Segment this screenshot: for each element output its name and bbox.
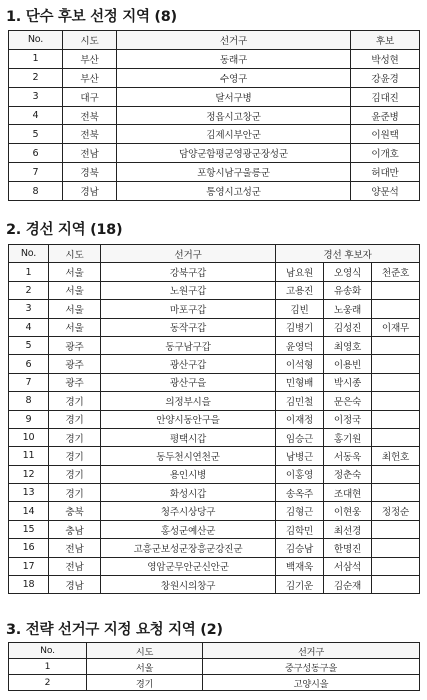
- province-cell: 경북: [63, 163, 117, 182]
- table-row: [9, 300, 420, 318]
- candidate-3-cell: [372, 520, 420, 538]
- candidate-3-cell: [372, 392, 420, 410]
- candidate-3-cell: [372, 373, 420, 391]
- candidate-2-cell: 유송화: [324, 281, 372, 299]
- row-number: 4: [9, 318, 49, 336]
- primary-race-table: [8, 244, 420, 594]
- province-cell: 충북: [49, 502, 101, 520]
- table-row: [9, 484, 420, 502]
- district-cell: 광산구을: [101, 373, 276, 391]
- district-cell: 달서구병: [117, 87, 351, 106]
- district-cell: 홍성군예산군: [101, 520, 276, 538]
- district-cell: 화성시갑: [101, 484, 276, 502]
- district-cell: 용인시병: [101, 465, 276, 483]
- strategic-district-rows: [9, 659, 420, 691]
- candidate-cell: 김대진: [351, 87, 420, 106]
- candidate-2-cell: 조대현: [324, 484, 372, 502]
- table-row: [9, 182, 420, 201]
- table-row: [9, 428, 420, 446]
- candidate-1-cell: 김병기: [276, 318, 324, 336]
- province-cell: 대구: [63, 87, 117, 106]
- table-row: [9, 318, 420, 336]
- table-row: [9, 263, 420, 281]
- candidate-3-cell: [372, 557, 420, 575]
- district-cell: 중구성동구을: [203, 659, 420, 675]
- row-number: 4: [9, 106, 63, 125]
- candidate-2-cell: 한명진: [324, 539, 372, 557]
- candidate-cell: 박성현: [351, 49, 420, 68]
- candidate-2-cell: 노웅래: [324, 300, 372, 318]
- table-row: [9, 373, 420, 391]
- row-number: 15: [9, 520, 49, 538]
- province-cell: 서울: [49, 281, 101, 299]
- table-header-row: [9, 245, 420, 263]
- province-cell: 경기: [49, 447, 101, 465]
- candidate-3-cell: 최헌호: [372, 447, 420, 465]
- row-number: 16: [9, 539, 49, 557]
- row-number: 1: [9, 49, 63, 68]
- primary-race-rows: [9, 263, 420, 594]
- candidate-1-cell: 김빈: [276, 300, 324, 318]
- header-district: 선거구: [101, 245, 276, 263]
- candidate-1-cell: 민형배: [276, 373, 324, 391]
- candidate-2-cell: 최영호: [324, 336, 372, 354]
- row-number: 7: [9, 163, 63, 182]
- header-province: 시도: [63, 31, 117, 50]
- province-cell: 전북: [63, 125, 117, 144]
- district-cell: 수영구: [117, 68, 351, 87]
- strategic-district-table: [8, 642, 420, 691]
- candidate-2-cell: 이현웅: [324, 502, 372, 520]
- table-row: [9, 539, 420, 557]
- candidate-3-cell: [372, 539, 420, 557]
- section-3-title: 3. 전략 선거구 지정 요청 지역 (2): [6, 622, 223, 638]
- district-cell: 김제시부안군: [117, 125, 351, 144]
- table-row: [9, 336, 420, 354]
- candidate-1-cell: 김형근: [276, 502, 324, 520]
- header-district: 선거구: [117, 31, 351, 50]
- candidate-1-cell: 이홍영: [276, 465, 324, 483]
- province-cell: 경기: [49, 484, 101, 502]
- province-cell: 경기: [87, 675, 203, 691]
- candidate-cell: 윤준병: [351, 106, 420, 125]
- candidate-1-cell: 김민철: [276, 392, 324, 410]
- candidate-2-cell: 서동욱: [324, 447, 372, 465]
- province-cell: 경기: [49, 392, 101, 410]
- table-row: [9, 392, 420, 410]
- province-cell: 서울: [49, 263, 101, 281]
- candidate-2-cell: 정춘숙: [324, 465, 372, 483]
- candidate-2-cell: 서삼석: [324, 557, 372, 575]
- province-cell: 광주: [49, 355, 101, 373]
- table-row: [9, 465, 420, 483]
- candidate-1-cell: 송옥주: [276, 484, 324, 502]
- row-number: 14: [9, 502, 49, 520]
- table-row: [9, 87, 420, 106]
- district-cell: 정읍시고창군: [117, 106, 351, 125]
- province-cell: 부산: [63, 49, 117, 68]
- header-candidate: 후보: [351, 31, 420, 50]
- table-row: [9, 410, 420, 428]
- district-cell: 동구남구갑: [101, 336, 276, 354]
- province-cell: 광주: [49, 336, 101, 354]
- table-header-row: [9, 31, 420, 50]
- row-number: 8: [9, 392, 49, 410]
- table-row: [9, 281, 420, 299]
- candidate-3-cell: [372, 336, 420, 354]
- table-header-row: [9, 643, 420, 659]
- row-number: 8: [9, 182, 63, 201]
- candidate-1-cell: 김기운: [276, 576, 324, 594]
- district-cell: 안양시동안구을: [101, 410, 276, 428]
- province-cell: 경남: [49, 576, 101, 594]
- district-cell: 고양시을: [203, 675, 420, 691]
- header-province: 시도: [87, 643, 203, 659]
- row-number: 3: [9, 300, 49, 318]
- table-row: [9, 163, 420, 182]
- candidate-3-cell: [372, 410, 420, 428]
- candidate-2-cell: 김순재: [324, 576, 372, 594]
- row-number: 6: [9, 144, 63, 163]
- candidate-3-cell: [372, 300, 420, 318]
- candidate-1-cell: 남요원: [276, 263, 324, 281]
- single-candidate-table: [8, 30, 420, 201]
- row-number: 11: [9, 447, 49, 465]
- candidate-2-cell: 오영식: [324, 263, 372, 281]
- table-row: [9, 106, 420, 125]
- province-cell: 경기: [49, 465, 101, 483]
- table-row: [9, 576, 420, 594]
- header-district: 선거구: [203, 643, 420, 659]
- row-number: 18: [9, 576, 49, 594]
- row-number: 10: [9, 428, 49, 446]
- table-row: [9, 557, 420, 575]
- table-row: [9, 520, 420, 538]
- province-cell: 경기: [49, 410, 101, 428]
- district-cell: 동두천시연천군: [101, 447, 276, 465]
- candidate-1-cell: 김학민: [276, 520, 324, 538]
- district-cell: 포항시남구울릉군: [117, 163, 351, 182]
- province-cell: 전북: [63, 106, 117, 125]
- candidate-3-cell: [372, 355, 420, 373]
- header-no: No.: [9, 643, 87, 659]
- candidate-1-cell: 백재욱: [276, 557, 324, 575]
- candidate-cell: 이원택: [351, 125, 420, 144]
- province-cell: 전남: [49, 539, 101, 557]
- candidate-1-cell: 이재정: [276, 410, 324, 428]
- candidate-3-cell: [372, 428, 420, 446]
- candidate-1-cell: 남병근: [276, 447, 324, 465]
- candidate-2-cell: 최선경: [324, 520, 372, 538]
- candidate-2-cell: 문은숙: [324, 392, 372, 410]
- row-number: 13: [9, 484, 49, 502]
- table-row: [9, 447, 420, 465]
- row-number: 2: [9, 675, 87, 691]
- row-number: 9: [9, 410, 49, 428]
- province-cell: 경남: [63, 182, 117, 201]
- row-number: 3: [9, 87, 63, 106]
- province-cell: 경기: [49, 428, 101, 446]
- province-cell: 서울: [49, 318, 101, 336]
- candidate-1-cell: 김승남: [276, 539, 324, 557]
- province-cell: 서울: [49, 300, 101, 318]
- table-row: [9, 144, 420, 163]
- header-primary-candidates: 경선 후보자: [276, 245, 420, 263]
- table-row: [9, 502, 420, 520]
- district-cell: 강북구갑: [101, 263, 276, 281]
- district-cell: 마포구갑: [101, 300, 276, 318]
- candidate-2-cell: 박시종: [324, 373, 372, 391]
- candidate-3-cell: [372, 465, 420, 483]
- district-cell: 동작구갑: [101, 318, 276, 336]
- district-cell: 통영시고성군: [117, 182, 351, 201]
- row-number: 2: [9, 281, 49, 299]
- province-cell: 충남: [49, 520, 101, 538]
- candidate-3-cell: 천준호: [372, 263, 420, 281]
- table-row: [9, 675, 420, 691]
- candidate-3-cell: [372, 576, 420, 594]
- row-number: 6: [9, 355, 49, 373]
- candidate-cell: 강윤경: [351, 68, 420, 87]
- table-row: [9, 68, 420, 87]
- header-no: No.: [9, 31, 63, 50]
- section-2-title: 2. 경선 지역 (18): [6, 222, 123, 238]
- province-cell: 부산: [63, 68, 117, 87]
- row-number: 1: [9, 263, 49, 281]
- district-cell: 의정부시을: [101, 392, 276, 410]
- province-cell: 광주: [49, 373, 101, 391]
- row-number: 5: [9, 336, 49, 354]
- candidate-cell: 허대만: [351, 163, 420, 182]
- row-number: 5: [9, 125, 63, 144]
- candidate-cell: 양문석: [351, 182, 420, 201]
- row-number: 17: [9, 557, 49, 575]
- candidate-1-cell: 이석형: [276, 355, 324, 373]
- table-row: [9, 659, 420, 675]
- candidate-1-cell: 고용진: [276, 281, 324, 299]
- row-number: 1: [9, 659, 87, 675]
- table-row: [9, 125, 420, 144]
- header-no: No.: [9, 245, 49, 263]
- header-province: 시도: [49, 245, 101, 263]
- row-number: 2: [9, 68, 63, 87]
- candidate-3-cell: [372, 484, 420, 502]
- candidate-2-cell: 김성진: [324, 318, 372, 336]
- candidate-2-cell: 이용빈: [324, 355, 372, 373]
- district-cell: 고흥군보성군장흥군강진군: [101, 539, 276, 557]
- district-cell: 동래구: [117, 49, 351, 68]
- district-cell: 영암군무안군신안군: [101, 557, 276, 575]
- candidate-3-cell: 정정순: [372, 502, 420, 520]
- province-cell: 전남: [63, 144, 117, 163]
- candidate-1-cell: 임승근: [276, 428, 324, 446]
- candidate-cell: 이개호: [351, 144, 420, 163]
- row-number: 12: [9, 465, 49, 483]
- section-1-title: 1. 단수 후보 선정 지역 (8): [6, 9, 177, 25]
- table-row: [9, 355, 420, 373]
- district-cell: 평택시갑: [101, 428, 276, 446]
- province-cell: 전남: [49, 557, 101, 575]
- candidate-3-cell: 이재무: [372, 318, 420, 336]
- candidate-2-cell: 이정국: [324, 410, 372, 428]
- district-cell: 청주시상당구: [101, 502, 276, 520]
- district-cell: 창원시의창구: [101, 576, 276, 594]
- row-number: 7: [9, 373, 49, 391]
- candidate-1-cell: 윤영덕: [276, 336, 324, 354]
- district-cell: 광산구갑: [101, 355, 276, 373]
- candidate-3-cell: [372, 281, 420, 299]
- candidate-2-cell: 홍기원: [324, 428, 372, 446]
- single-candidate-rows: [9, 49, 420, 200]
- table-row: [9, 49, 420, 68]
- province-cell: 서울: [87, 659, 203, 675]
- district-cell: 담양군함평군영광군장성군: [117, 144, 351, 163]
- district-cell: 노원구갑: [101, 281, 276, 299]
